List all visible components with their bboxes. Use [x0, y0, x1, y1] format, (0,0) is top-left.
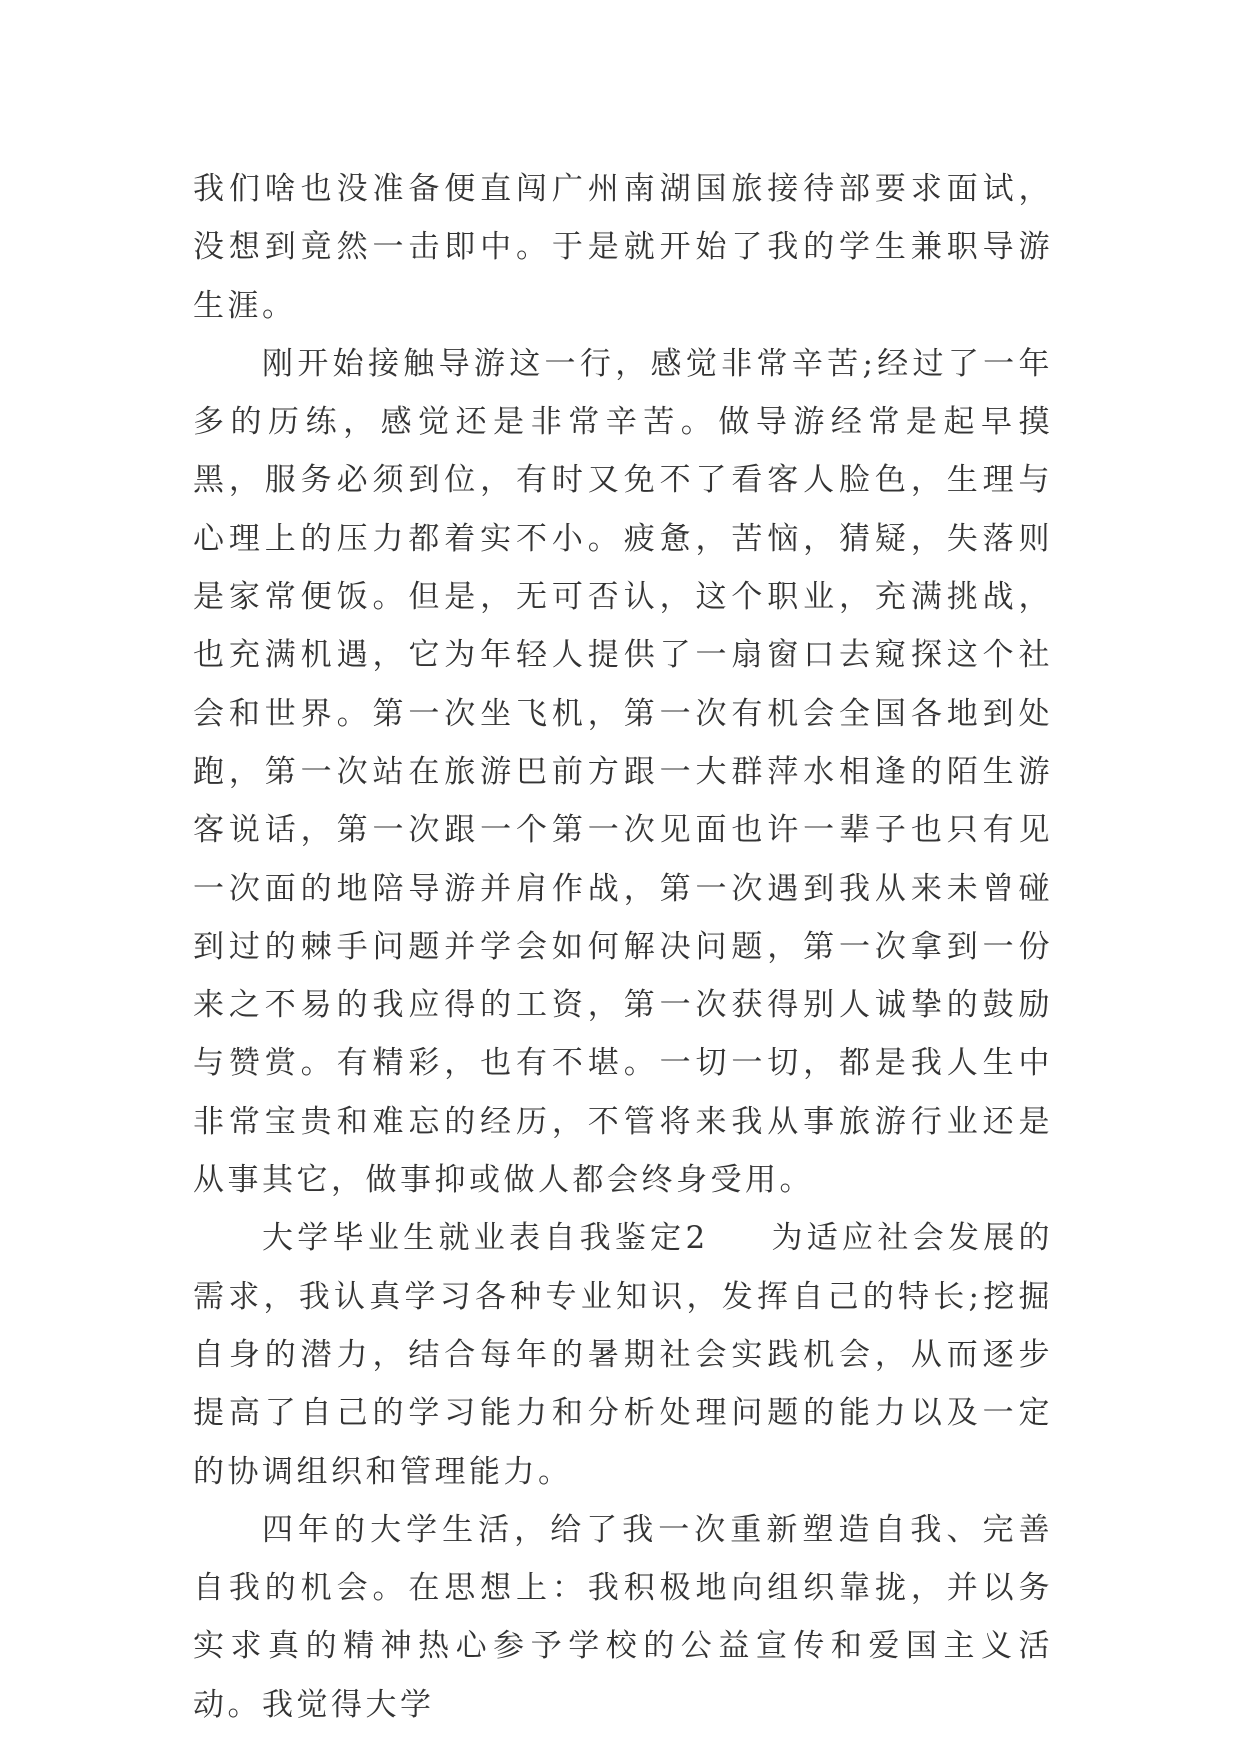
paragraph-4-text: 四年的大学生活，给了我一次重新塑造自我、完善自我的机会。在思想上：我积极地向组织靠拢，并以务实求真的精神热心参予学校的公益宣传和爱国主义活动。我觉得大学: [193, 1511, 1053, 1723]
document-body: [193, 160, 1053, 1734]
paragraph-2-text: 刚开始接触导游这一行，感觉非常辛苦;经过了一年多的历练，感觉还是非常辛苦。做导游经常是起早摸黑，服务必须到位，有时又免不了看客人脸色，生理与心理上的压力都着实不小。疲惫，苦恼，猜疑，失落则是家常便饭。但是，无可否认，这个职业，充满挑战，也充满机遇，它为年轻人提供了一扇窗口去窥探这个社会和世界。第一次坐飞机，第一次有机会全国各地到处跑，第一次站在旅游巴前方跟一大群萍水相逢的陌生游客说话，第一次跟一个第一次见面也许一辈子也只有见一次面的地陪导游并肩作战，第一次遇到我从来未曾碰到过的棘手问题并学会如何解决问题，第一次拿到一份来之不易的我应得的工资，第一次获得别人诚挚的鼓励与赞赏。有精彩，也有不堪。一切一切，都是我人生中非常宝贵和难忘的经历，不管将来我从事旅游行业还是从事其它，做事抑或做人都会终身受用。: [193, 345, 1053, 1199]
paragraph-3: [193, 1209, 1053, 1500]
paragraph-4: [193, 1501, 1053, 1734]
paragraph-3-text: 为适应社会发展的需求，我认真学习各种专业知识，发挥自己的特长;挖掘自身的潜力，结合每年的暑期社会实践机会，从而逐步提高了自己的学习能力和分析处理问题的能力以及一定的协调组织和管理能力。: [193, 1220, 1053, 1490]
paragraph-2: [193, 335, 1053, 1209]
paragraph-1: [193, 160, 1053, 335]
section-heading: 大学毕业生就业表自我鉴定2: [262, 1220, 709, 1257]
paragraph-1-text: 我们啥也没准备便直闯广州南湖国旅接待部要求面试，没想到竟然一击即中。于是就开始了我的学生兼职导游生涯。: [193, 171, 1053, 324]
